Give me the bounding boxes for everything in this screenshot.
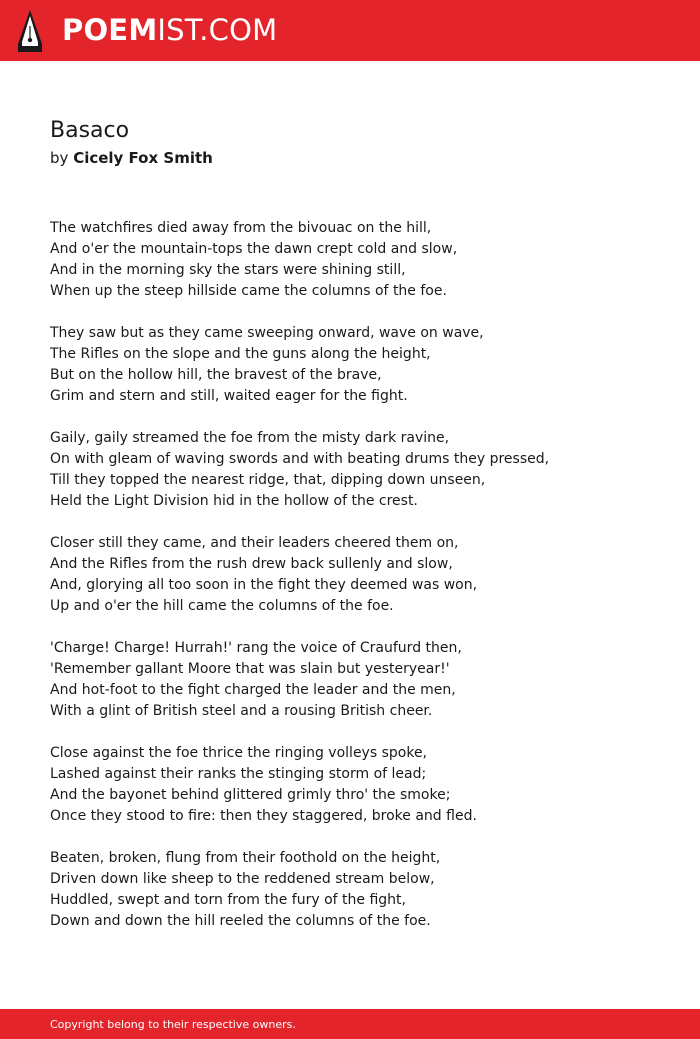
poem-line: But on the hollow hill, the bravest of the brave, xyxy=(50,367,382,383)
poem-line: Huddled, swept and torn from the fury of the fight, xyxy=(50,892,406,908)
poem-line: And the Rifles from the rush drew back sullenly and slow, xyxy=(50,556,453,572)
poem-line: Once they stood to fire: then they staggered, broke and fled. xyxy=(50,808,477,824)
stanza xyxy=(50,743,670,827)
poem-line: And hot-foot to the fight charged the leader and the men, xyxy=(50,682,456,698)
poem-line: And the bayonet behind glittered grimly thro' the smoke; xyxy=(50,787,451,803)
stanza xyxy=(50,533,670,617)
poem-line: Grim and stern and still, waited eager for the fight. xyxy=(50,388,408,404)
poem-line: Closer still they came, and their leaders cheered them on, xyxy=(50,535,459,551)
poem-line: And in the morning sky the stars were shining still, xyxy=(50,262,406,278)
poem-line: Down and down the hill reeled the columns of the foe. xyxy=(50,913,431,929)
poem-line: Held the Light Division hid in the hollow of the crest. xyxy=(50,493,418,509)
site-logo-link[interactable] xyxy=(62,12,277,48)
poem-line: Till they topped the nearest ridge, that, dipping down unseen, xyxy=(50,472,486,488)
poem-line: Close against the foe thrice the ringing volleys spoke, xyxy=(50,745,428,761)
poem-line: And o'er the mountain-tops the dawn crept cold and slow, xyxy=(50,241,458,257)
poem-line: Gaily, gaily streamed the foe from the misty dark ravine, xyxy=(50,430,450,446)
poem-line: When up the steep hillside came the columns of the foe. xyxy=(50,283,447,299)
author-link[interactable]: Cicely Fox Smith xyxy=(73,149,213,167)
poem-line: 'Charge! Charge! Hurrah!' rang the voice of Craufurd then, xyxy=(50,640,462,656)
stanza xyxy=(50,323,670,407)
poem-line: Driven down like sheep to the reddened stream below, xyxy=(50,871,435,887)
poem-line: And, glorying all too soon in the fight they deemed was won, xyxy=(50,577,478,593)
copyright-text: Copyright belong to their respective owners. xyxy=(50,1018,296,1031)
poem-line: 'Remember gallant Moore that was slain but yesteryear!' xyxy=(50,661,450,677)
poem-body xyxy=(50,218,670,953)
site-header xyxy=(0,0,700,61)
poem-line: Beaten, broken, flung from their foothold on the height, xyxy=(50,850,441,866)
poem-line: Lashed against their ranks the stinging storm of lead; xyxy=(50,766,427,782)
poem-line: They saw but as they came sweeping onward, wave on wave, xyxy=(50,325,484,341)
poem-line: The Rifles on the slope and the guns along the height, xyxy=(50,346,431,362)
stanza xyxy=(50,848,670,932)
poem-line: Up and o'er the hill came the columns of the foe. xyxy=(50,598,394,614)
logo-light-text: IST.COM xyxy=(157,13,278,47)
byline xyxy=(50,146,670,170)
logo-bold-text: POEM xyxy=(62,13,158,47)
stanza xyxy=(50,638,670,722)
stanza xyxy=(50,218,670,302)
site-footer xyxy=(0,1009,700,1039)
poem-line: With a glint of British steel and a rousing British cheer. xyxy=(50,703,433,719)
poem-line: On with gleam of waving swords and with beating drums they pressed, xyxy=(50,451,550,467)
by-label: by xyxy=(50,149,69,167)
poem-title: Basaco xyxy=(50,118,130,143)
poem-line: The watchfires died away from the bivouac on the hill, xyxy=(50,220,432,236)
stanza xyxy=(50,428,670,512)
poem-heading xyxy=(50,116,670,170)
pen-nib-icon xyxy=(18,10,42,52)
